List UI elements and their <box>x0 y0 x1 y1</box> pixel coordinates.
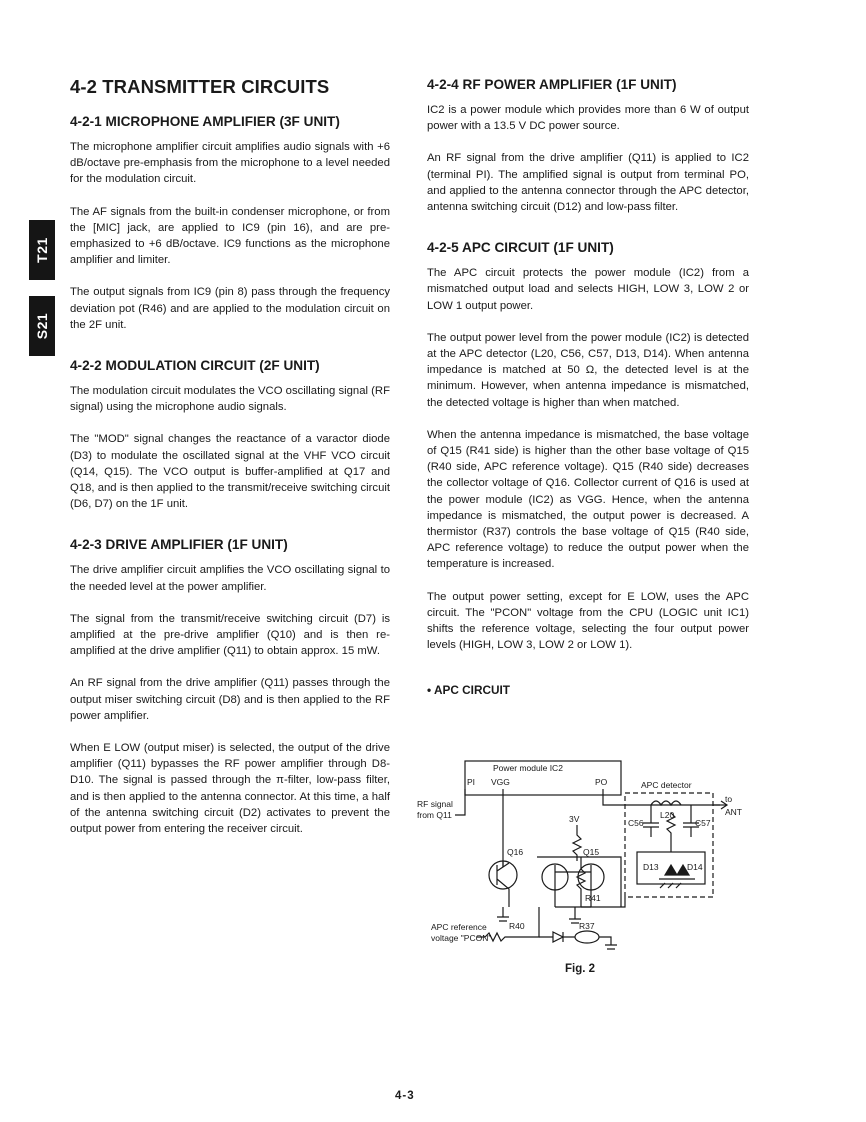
label-pi: PI <box>467 777 476 787</box>
right-column <box>427 76 749 703</box>
r37-thermistor <box>575 931 599 943</box>
label-3v: 3V <box>569 814 580 824</box>
paragraph: When the antenna impedance is mismatched, the base voltage of Q15 (R41 side) is higher than the other base voltage of Q15 (R40 side, APC reference voltage). Q15 (R40 side) decreases the collector voltage of Q16. Collector current of Q16 is used at the power module (IC2) as VGG. Hence, when the antenna impedance is mismatched, the output power is decreased. A thermistor (R37) controls the base voltage of Q15 (R40 side, APC reference voltage) to reduce the output power when the temperature is increased. <box>427 428 749 571</box>
paragraph: The "MOD" signal changes the reactance of a varactor diode (D3) to modulate the oscillated signal at the VHF VCO circuit (Q14, Q15). The VCO output is buffer-amplified at Q17 and Q18, and is then applied to the transmit/receive switching circuit (D6, D7) on the 1F unit. <box>70 433 390 511</box>
paragraph: The modulation circuit modulates the VCO oscillating signal (RF signal) using the microphone audio signals. <box>70 385 390 414</box>
label-from-q11: from Q11 <box>417 810 452 820</box>
q16-ground <box>497 907 509 921</box>
label-vgg: VGG <box>491 777 510 787</box>
figure-caption: Fig. 2 <box>565 963 596 975</box>
paragraph: The output power level from the power module (IC2) is detected at the APC detector (L20, C56, C57, D13, D14). When antenna impedance is matched at 50 Ω, the detected level is at the minimum. However, when antenna impedance is mismatched, the detected voltage is higher than when matched. <box>427 331 749 409</box>
label-d13: D13 <box>643 862 659 872</box>
paragraph: An RF signal from the drive amplifier (Q11) passes through the output miser switching circuit (D8) and is then applied to the RF power amplifier. <box>70 677 390 722</box>
paragraph: IC2 is a power module which provides more than 6 W of output power with a 13.5 V DC power source. <box>427 104 749 133</box>
label-apc-reference: APC reference <box>431 922 487 932</box>
apc-circuit-diagram <box>415 757 755 977</box>
paragraph: The signal from the transmit/receive switching circuit (D7) is amplified at the pre-drive amplifier (Q10) and is then re-amplified at the drive amplifier (Q11) to obtain approx. 15 mW. <box>70 612 390 658</box>
label-r40: R40 <box>509 921 525 931</box>
label-q15: Q15 <box>583 847 600 857</box>
side-tab-t21 <box>29 220 55 280</box>
label-q16: Q16 <box>507 847 524 857</box>
section-heading-4-2-2: 4-2-2 MODULATION CIRCUIT (2F UNIT) <box>70 358 320 374</box>
3v-resistor <box>573 825 581 861</box>
apc-circuit-heading: • APC CIRCUIT <box>427 683 510 698</box>
label-c56: C56 <box>628 818 644 828</box>
label-to: to <box>725 794 733 804</box>
page-number: 4-3 <box>395 1090 415 1102</box>
q15-transistor <box>555 865 591 889</box>
paragraph: The drive amplifier circuit amplifies the VCO oscillating signal to the needed level at the power amplifier. <box>70 564 390 593</box>
c56-cap <box>643 805 659 837</box>
side-tab-label: S21 <box>34 312 51 340</box>
d13-d14-diodes <box>665 865 689 875</box>
paragraph: The output power setting, except for E LOW, uses the APC circuit. The "PCON" voltage from the CPU (LOGIC unit IC1) shifts the reference voltage, selecting the four output power levels (HIGH, LOW 3, LOW 2 or LOW 1). <box>427 590 749 652</box>
section-heading-4-2-3: 4-2-3 DRIVE AMPLIFIER (1F UNIT) <box>70 537 288 553</box>
paragraph: The microphone amplifier circuit amplifies audio signals with +6 dB/octave pre-emphasis from the microphone to a level needed for the modulation circuit. <box>70 141 390 186</box>
apc-detector-box <box>625 793 713 897</box>
side-tab-label: T21 <box>34 237 50 263</box>
left-column <box>70 76 390 853</box>
label-apc-detector: APC detector <box>641 780 692 790</box>
section-heading-4-2-5: 4-2-5 APC CIRCUIT (1F UNIT) <box>427 240 614 256</box>
label-power-module: Power module IC2 <box>493 763 563 773</box>
side-tab-s21 <box>29 296 55 356</box>
section-heading-4-2-4: 4-2-4 RF POWER AMPLIFIER (1F UNIT) <box>427 77 677 92</box>
label-ant: ANT <box>725 807 742 817</box>
pi-wire <box>455 789 465 815</box>
label-pcon: voltage "PCON" <box>431 933 492 943</box>
label-c57: C57 <box>695 818 711 828</box>
page-title: 4-2 TRANSMITTER CIRCUITS <box>70 76 330 97</box>
label-l20: L20 <box>660 810 675 820</box>
paragraph: When E LOW (output miser) is selected, the output of the drive amplifier (Q11) bypasses the RF power amplifier through D8-D10. The signal is passed through the π-filter, low-pass filter, and is then applied to the antenna connector. At this time, a half of the antenna switching circuit (D2) activates to prevent the output power from entering the receiver circuit. <box>70 742 390 836</box>
paragraph: The APC circuit protects the power module (IC2) from a mismatched output load and selects HIGH, LOW 3, LOW 2 or LOW 1 output power. <box>427 267 749 312</box>
label-d14: D14 <box>687 862 703 872</box>
label-r37: R37 <box>579 921 595 931</box>
apc-schematic <box>415 757 755 977</box>
label-po: PO <box>595 777 608 787</box>
section-heading-4-2-1: 4-2-1 MICROPHONE AMPLIFIER (3F UNIT) <box>70 114 340 129</box>
paragraph: The AF signals from the built-in condenser microphone, or from the [MIC] jack, are applied to IC9 (pin 16), and are pre-emphasized to +6 dB/octave. IC9 functions as the microphone amplifier and limiter. <box>70 205 390 267</box>
paragraph: The output signals from IC9 (pin 8) pass through the frequency deviation pot (R46) and are applied to the modulation circuit on the 2F unit. <box>70 286 390 331</box>
q16-transistor <box>497 863 509 907</box>
label-rf-signal: RF signal <box>417 799 453 809</box>
label-r41: R41 <box>585 893 601 903</box>
paragraph: An RF signal from the drive amplifier (Q11) is applied to IC2 (terminal PI). The amplified signal is output from terminal PO, and applied to the antenna connector through the APC detector, antenna switching circuit (D12) and low-pass filter. <box>427 152 749 214</box>
series-diode <box>539 932 563 942</box>
